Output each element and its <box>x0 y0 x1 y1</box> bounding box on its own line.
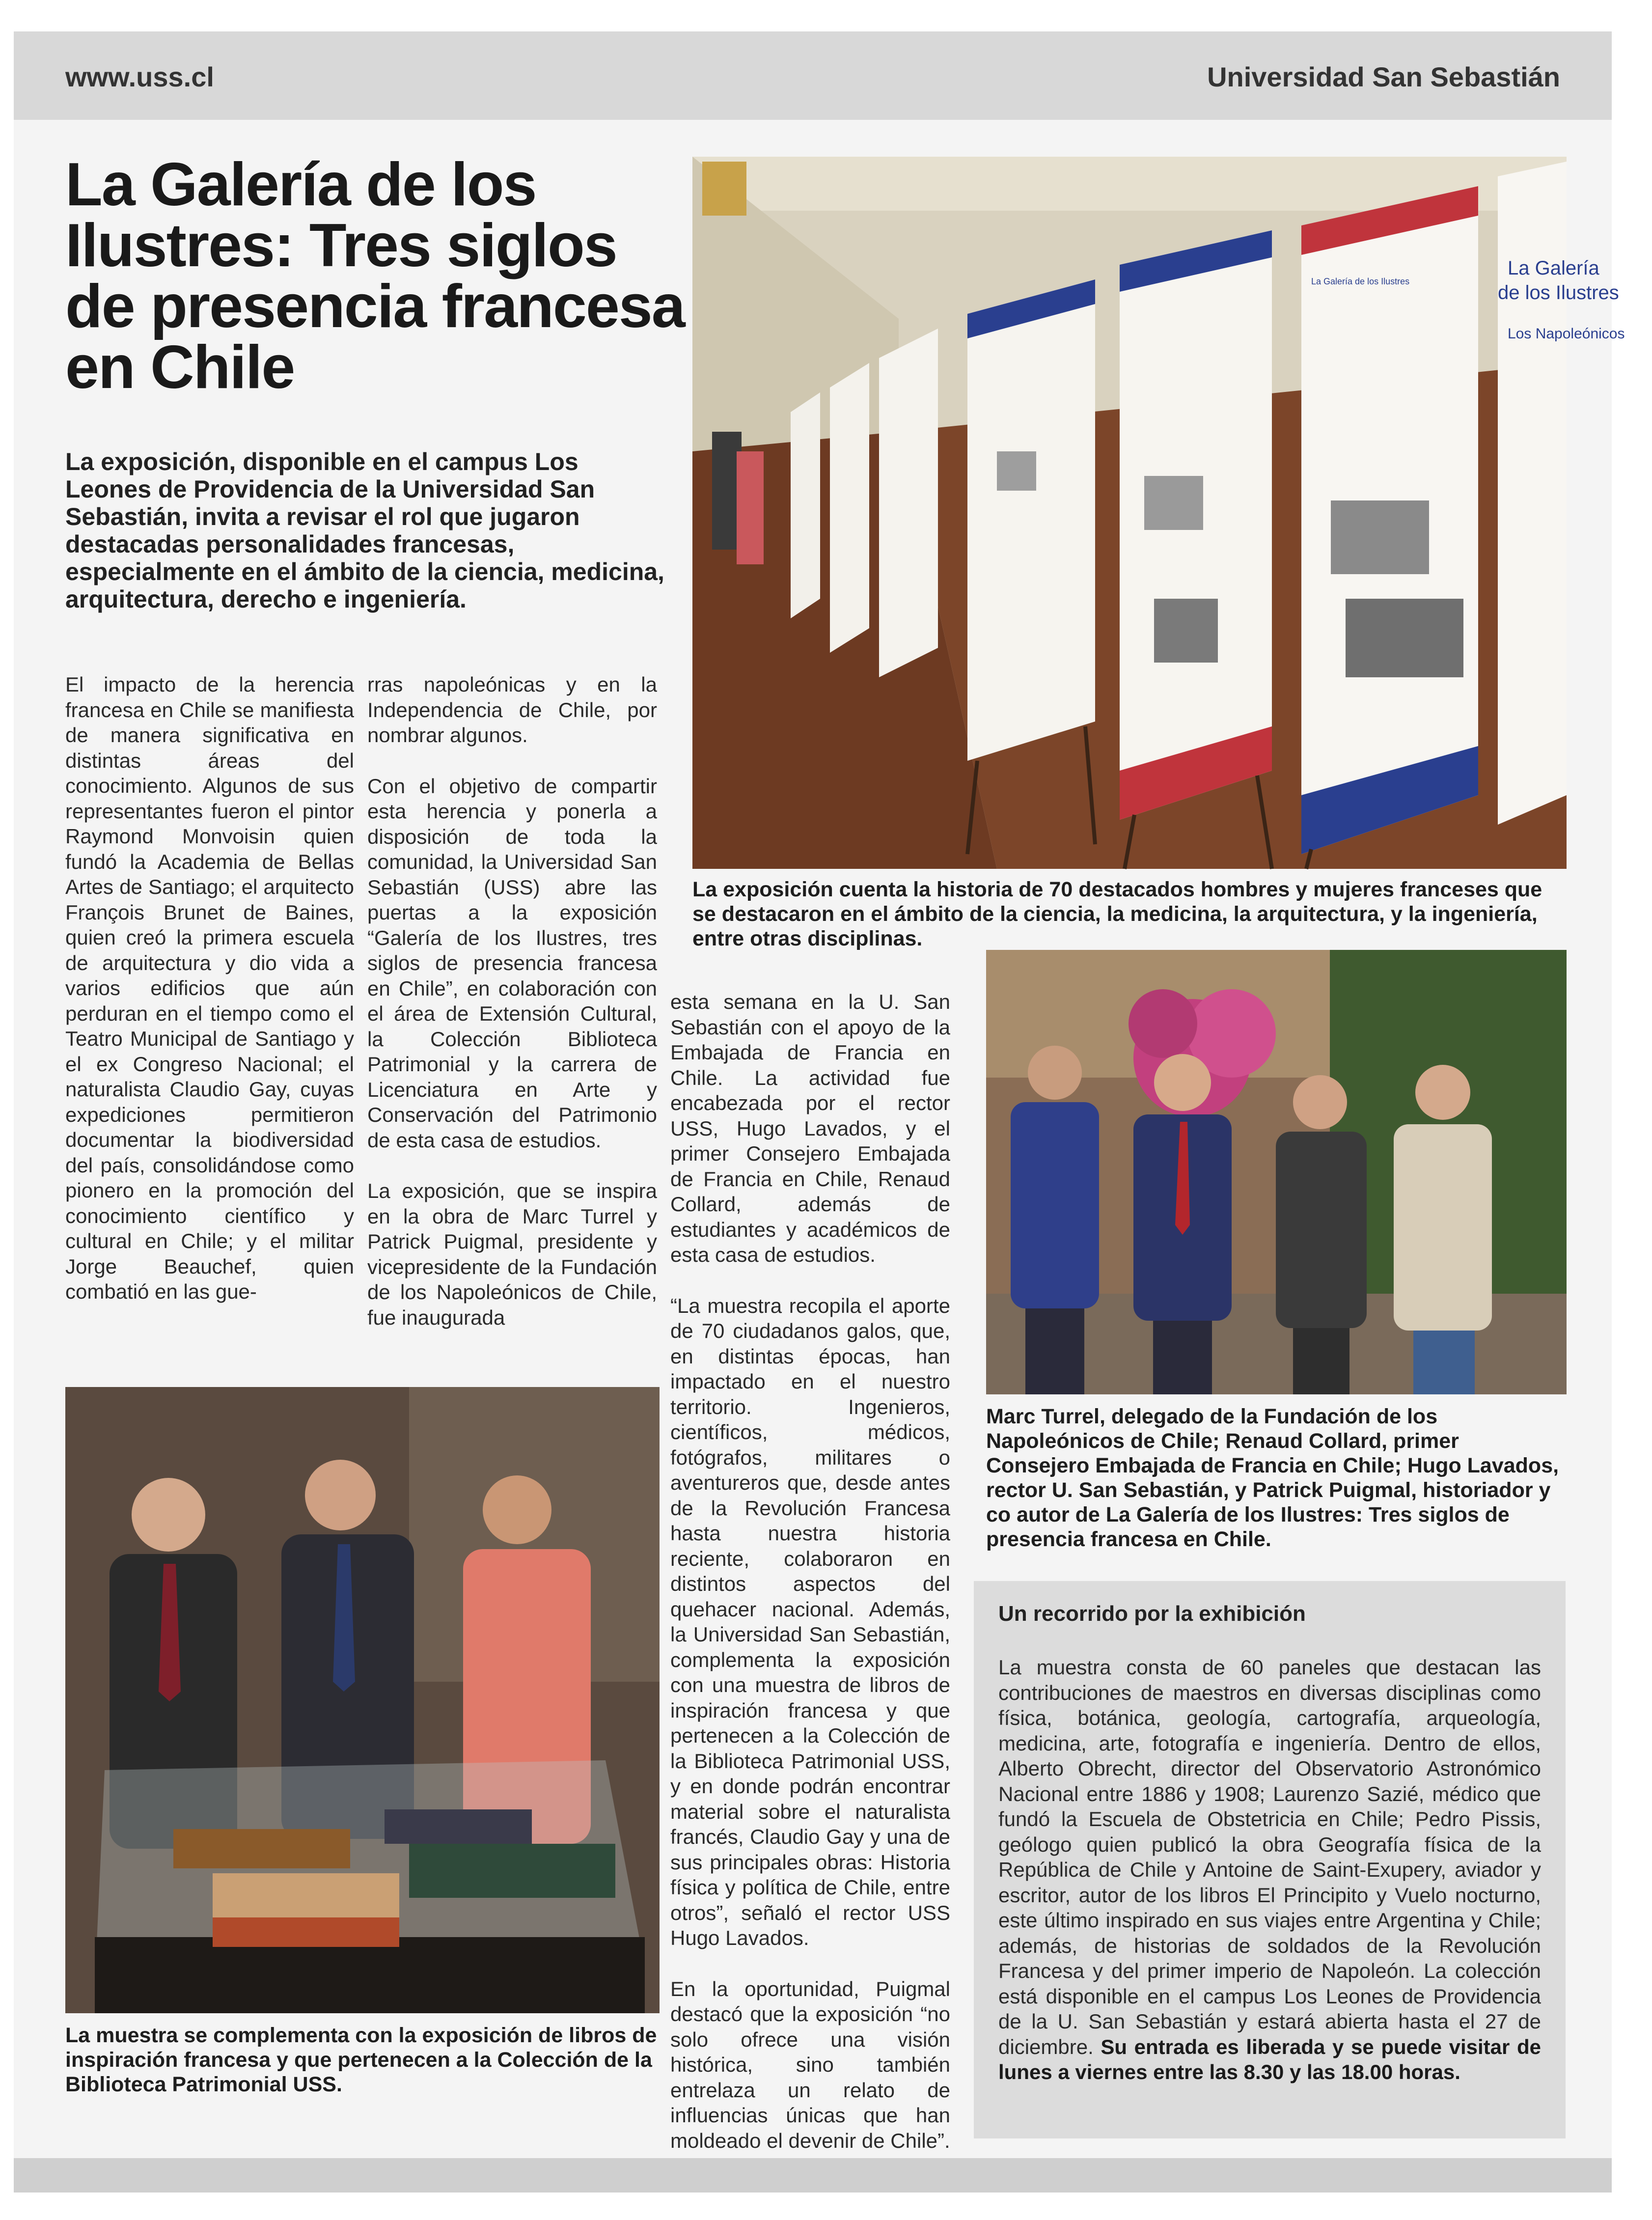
site-url-link[interactable]: www.uss.cl <box>65 61 214 92</box>
group-photo-caption: Marc Turrel, delegado de la Fundación de los Napoleónicos de Chile; Renaud Collard, primer Consejero Embajada de Francia en Chile; Hugo Lavados, rector U. San Sebastián, y Patrick Puigmal, historiador y co autor de La Galería de los Ilustres: Tres siglos de presencia francesa en Chile. <box>986 1405 1559 1551</box>
paragraph: El impacto de la herencia francesa en Chile se manifiesta de manera significativa en distintas áreas del conocimiento. Algunos de sus representantes fueron el pintor Raymond Monvoisin quien fundó la Academia de Bellas Artes de Santiago; el arquitecto François Brunet de Baines, quien creó la primera escuela de arquitectura y dio vida a varios edificios que aún perduran en el tiempo como el Teatro Municipal de Santiago y el ex Congreso Nacional; el naturalista Claudio Gay, cuyas expediciones permitieron documentar la biodiversidad del país, consolidándose como pionero en la promoción del conocimiento científico y cultural en Chile; y el militar Jorge Beauchef, quien combatió en las gue- <box>65 673 354 1303</box>
hall-photo-caption: La exposición cuenta la historia de 70 destacados hombres y mujeres franceses que se destacaron en el ámbito de la ciencia, la medicina, la arquitectura, y la ingeniería, entre otras disciplinas. <box>692 878 1542 950</box>
article-column-2 <box>367 672 657 1356</box>
article-lede: La exposición, disponible en el campus Los Leones de Providencia de la Universidad San Sebastián, invita a revisar el rol que jugaron destacadas personalidades francesas, especialmente en el ámbito de la ciencia, medicina, arquitectura, derecho e ingeniería. <box>65 448 664 613</box>
books-illustration <box>65 1387 660 2013</box>
article-column-1 <box>65 672 354 1330</box>
paragraph: “La muestra recopila el aporte de 70 ciudadanos galos, que, en distintas épocas, han impactado en el nuestro territorio. Ingenieros, científicos, médicos, fotógrafos, militares o aventureros que, desde antes de la Revolución Francesa hasta nuestra historia reciente, colaboraron en distintos aspectos del quehacer nacional. Además, la Universidad San Sebastián, complementa la exposición con una muestra de libros de inspiración francesa y que pertenecen a la Colección de la Biblioteca Patrimonial USS, y en donde podrán encontrar material sobre el naturalista francés, Claudio Gay y una de sus principales obras: Historia física y política de Chile, entre otros”, señaló el rector USS Hugo Lavados. <box>670 1294 950 1949</box>
article-column-3 <box>670 989 950 2179</box>
brand-name: Universidad San Sebastián <box>1207 61 1560 92</box>
books-display-photo <box>65 1387 660 2013</box>
paragraph: rras napoleónicas y en la Independencia de Chile, por nombrar algunos. <box>367 673 657 747</box>
paragraph: esta semana en la U. San Sebastián con el apoyo de la Embajada de Francia en Chile. La actividad fue encabezada por el rector USS, Hugo Lavados, y el primer Consejero Embajada de Francia en Chile, Renaud Collard, además de estudiantes y académicos de esta casa de estudios. <box>670 990 950 1266</box>
paragraph: Con el objetivo de compartir esta herencia y ponerla a disposición de toda la comunidad, la Universidad San Sebastián (USS) abre las puertas a la exposición “Galería de los Ilustres, tres siglos de presencia francesa en Chile”, en colaboración con el área de Extensión Cultural, la Colección Biblioteca Patrimonial y la carrera de Licenciatura en Arte y Conservación del Patrimonio de esta casa de estudios. <box>367 774 657 1152</box>
group-illustration <box>986 950 1567 1394</box>
group-photo <box>986 950 1567 1394</box>
paragraph: La exposición, que se inspira en la obra de Marc Turrel y Patrick Puigmal, presidente y vicepresidente de la Fundación de los Napoleónicos de Chile, fue inaugurada <box>367 1179 657 1329</box>
article-headline: La Galería de los Ilustres: Tres siglos de presencia francesa en Chile <box>65 151 685 401</box>
books-photo-caption: La muestra se complementa con la exposición de libros de inspiración francesa y que pertenecen a la Colección de la Biblioteca Patrimonial USS. <box>65 2024 657 2096</box>
exhibition-sidebar <box>974 1581 1566 2138</box>
sidebar-body-bold: Su entrada es liberada y se puede visitar de lunes a viernes entre las 8.30 y las 18.00 horas. <box>998 2035 1541 2083</box>
exhibition-hall-illustration <box>692 157 1625 869</box>
panel-small-title: La Galería de los Ilustres <box>1311 277 1410 286</box>
footer-bar <box>14 2158 1612 2192</box>
panel-title-line1: La Galería <box>1508 257 1599 279</box>
sidebar-body <box>998 1655 1541 2085</box>
sidebar-body-text: La muestra consta de 60 paneles que destacan las contribuciones de maestros en diversas disciplinas como física, botánica, geología, cartografía, arqueología, medicina, arte, fotografía e ingeniería. Dentro de ellos, Alberto Obrecht, director del Observatorio Astronómico Nacional entre 1886 y 1908; Laurenzo Sazié, médico que fundó la Escuela de Obstetricia en Chile; Pedro Pissis, geólogo quien publicó la obra Geografía física de la República de Chile y Antoine de Saint-Exupery, aviador y escritor, autor de los libros El Principito y Vuelo nocturno, este último inspirado en sus viajes entre Argentina y Chile; además, de historias de soldados de la Revolución Francesa y del primer imperio de Napoleón. La colección está disponible en el campus Los Leones de Providencia de la U. San Sebastián y estará abierta hasta el 27 de diciembre. <box>998 1656 1541 2058</box>
sidebar-title: Un recorrido por la exhibición <box>998 1602 1306 1626</box>
panel-subtitle: Los Napoleónicos <box>1508 326 1625 342</box>
exhibition-hall-photo <box>692 157 1625 869</box>
display-case <box>95 1760 645 2013</box>
paragraph: En la oportunidad, Puigmal destacó que la exposición “no solo ofrece una visión histórica, sino también entrelaza un relato de influencias únicas que han moldeado el devenir de Chile”. <box>670 1977 950 2152</box>
newspaper-page <box>14 31 1625 2192</box>
header-bar <box>14 31 1612 120</box>
panel-title-line2: de los Ilustres <box>1498 282 1619 304</box>
